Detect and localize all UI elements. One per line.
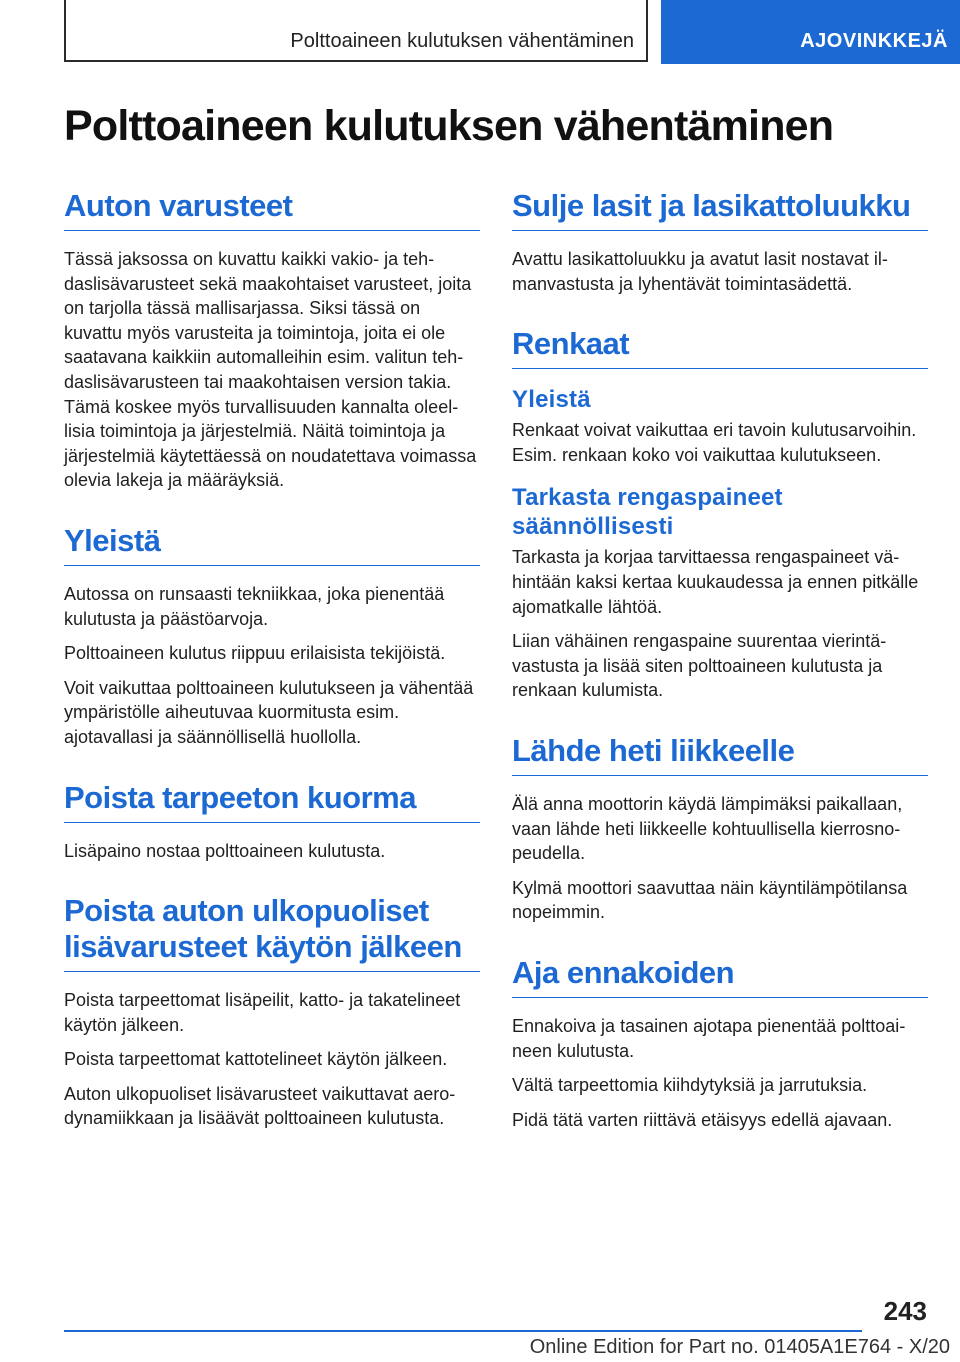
paragraph: Avattu lasikattoluukku ja avatut lasit nostavat ilmanvastusta ja lyhentävät toimintasädettä. [512, 249, 888, 294]
paragraph: Renkaat voivat vaikuttaa eri tavoin kulutusarvoihin. Esim. renkaan koko voi vaikuttaa kulutukseen. [512, 420, 917, 465]
section-lahde-liikkeelle [512, 733, 928, 925]
paragraph: Vältä tarpeettomia kiihdytyksiä ja jarrutuksia. [512, 1075, 868, 1096]
header-tab-label[interactable]: AJOVINKKEJÄ [800, 30, 948, 52]
subsection-heading: Tarkasta rengaspaineet säännöllisesti [512, 484, 783, 541]
right-column [512, 188, 928, 1162]
page-title: Polttoaineen kulutuksen vähentäminen [64, 102, 834, 150]
section-heading: Renkaat [512, 326, 928, 369]
paragraph: Poista tarpeettomat kattotelineet käytön jälkeen. [64, 1049, 448, 1070]
footer-divider [64, 1330, 862, 1332]
paragraph: Autossa on runsaasti tekniikkaa, joka pienentää kulutusta ja päästöarvoja. [64, 583, 445, 629]
paragraph: Polttoaineen kulutus riippuu erilaisista tekijöistä. [64, 643, 446, 664]
footer-edition: Online Edition for Part no. 01405A1E764 - X/20 [529, 1336, 950, 1358]
section-ulkopuoliset-lisavarusteet [64, 893, 480, 1131]
paragraph: Voit vaikuttaa polttoaineen kulutukseen ja vähentää ympäristölle aiheutuvaa kuormitusta esim. ajotavallasi ja säännöllisellä huollolla. [64, 677, 474, 747]
section-auton-varusteet [64, 188, 480, 493]
section-heading: Auton varusteet [64, 188, 480, 231]
paragraph: Poista tarpeettomat lisäpeilit, katto- ja takatelineet käytön jälkeen. [64, 990, 461, 1035]
section-renkaat [512, 326, 928, 703]
section-heading: Poista tarpeeton kuorma [64, 780, 480, 823]
section-heading: Yleistä [64, 523, 480, 566]
paragraph: Liian vähäinen rengaspaine suurentaa vierintävastusta ja lisää siten polttoaineen kulutusta ja renkaan kulumista. [512, 631, 887, 701]
paragraph: Ennakoiva ja tasainen ajotapa pienentää polttoaineen kulutusta. [512, 1015, 906, 1061]
section-heading: Lähde heti liikkeelle [512, 733, 928, 776]
subsection-heading: Yleistä [512, 386, 591, 414]
paragraph: Älä anna moottorin käydä lämpimäksi paikallaan, vaan lähde heti liikkeelle kohtuullisella kierrosnopeudella. [512, 793, 903, 864]
left-column [64, 188, 480, 1161]
paragraph: Pidä tätä varten riittävä etäisyys edellä ajavaan. [512, 1109, 893, 1130]
subsection-rengaspaineet [512, 483, 928, 703]
section-poista-kuorma [64, 780, 480, 864]
section-heading: Sulje lasit ja lasikattoluukku [512, 188, 928, 231]
page-number: 243 [883, 1296, 927, 1326]
section-aja-ennakoiden [512, 955, 928, 1132]
section-heading: Aja ennakoiden [512, 955, 928, 998]
paragraph: Tässä jaksossa on kuvattu kaikki vakio- ja tehdaslisävarusteet sekä maakohtaiset varusteet, joita on tarjolla tässä mallisarjassa. Siksi tässä on kuvattu myös varusteita ja toimintoja, joita ei ole saatavana kaikkiin automalleihin esim. valitun tehdaslisävarusteen tai maakohtaisen version takia. Tämä koskee myös turvallisuuden kannalta oleellisia toimintoja ja järjestelmiä. Näitä toimintoja ja järjestelmiä käytettäessä on noudatettava voimassa olevia lakeja ja määräyksiä. [64, 249, 477, 491]
paragraph: Auton ulkopuoliset lisävarusteet vaikuttavat aerodynamiikkaan ja lisäävät polttoaineen kulutusta. [64, 1083, 456, 1129]
paragraph: Tarkasta ja korjaa tarvittaessa rengaspaineet vähintään kaksi kertaa kuukaudessa ja ennen pitkälle ajomatkalle lähtöä. [512, 547, 919, 617]
section-heading: Poista auton ulkopuoliset lisävarusteet käytön jälkeen [64, 893, 480, 972]
header-title: Polttoaineen kulutuksen vähentäminen [290, 30, 634, 52]
paragraph: Kylmä moottori saavuttaa näin käyntilämpötilansa nopeimmin. [512, 877, 908, 923]
section-yleista [64, 523, 480, 750]
section-sulje-lasit [512, 188, 928, 296]
subsection-yleista [512, 385, 928, 467]
paragraph: Lisäpaino nostaa polttoaineen kulutusta. [64, 840, 386, 861]
